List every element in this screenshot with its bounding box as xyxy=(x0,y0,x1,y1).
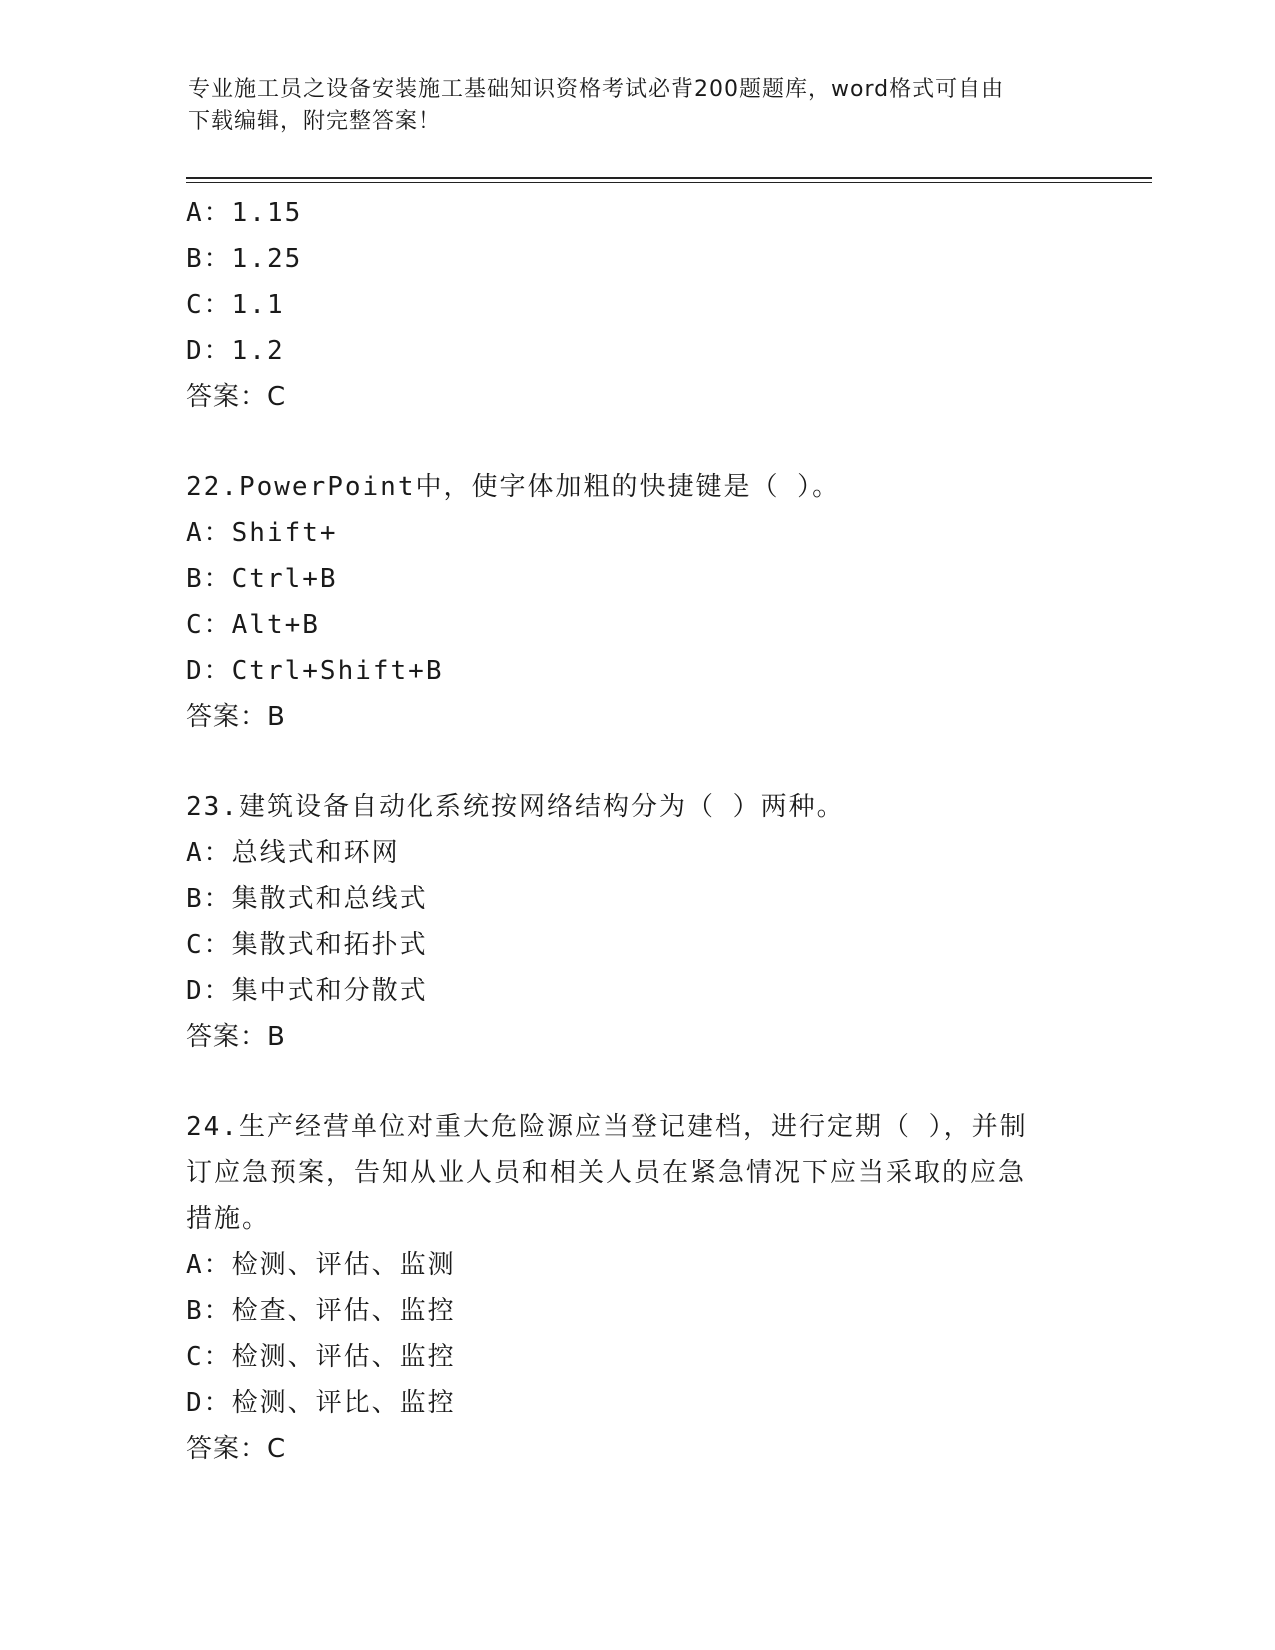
option-a: A：检测、评估、监测 xyxy=(186,1250,456,1280)
answer-line: 答案：C xyxy=(186,382,287,412)
question-stem: 22.PowerPoint中，使字体加粗的快捷键是（ ）。 xyxy=(186,472,841,502)
answer-line: 答案：B xyxy=(186,702,286,732)
header-divider-thick xyxy=(186,177,1152,179)
header-title-line-1: 专业施工员之设备安装施工基础知识资格考试必背200题题库，word格式可自由 xyxy=(188,77,1005,102)
header-title-line-2: 下载编辑，附完整答案！ xyxy=(188,109,442,134)
option-d: D：Ctrl+Shift+B xyxy=(186,656,444,686)
option-c: C：1.1 xyxy=(186,290,285,320)
answer-line: 答案：B xyxy=(186,1022,286,1052)
option-b: B：1.25 xyxy=(186,244,303,274)
spacer xyxy=(186,740,1066,784)
document-header xyxy=(188,74,1068,138)
header-divider-thin xyxy=(186,182,1152,183)
question-block xyxy=(186,784,1066,1060)
question-stem-line-3: 措施。 xyxy=(186,1204,271,1234)
question-list xyxy=(186,190,1066,1472)
option-b: B：Ctrl+B xyxy=(186,564,338,594)
question-stem-line-1: 24.生产经营单位对重大危险源应当登记建档，进行定期（ ），并制 xyxy=(186,1112,1028,1142)
option-a: A：1.15 xyxy=(186,198,303,228)
option-a: A：Shift+ xyxy=(186,518,338,548)
spacer xyxy=(186,420,1066,464)
option-d: D：集中式和分散式 xyxy=(186,976,428,1006)
option-c: C：Alt+B xyxy=(186,610,320,640)
option-b: B：检查、评估、监控 xyxy=(186,1296,456,1326)
question-stem: 23.建筑设备自动化系统按网络结构分为（ ）两种。 xyxy=(186,792,845,822)
option-b: B：集散式和总线式 xyxy=(186,884,428,914)
question-stem-line-2: 订应急预案，告知从业人员和相关人员在紧急情况下应当采取的应急 xyxy=(186,1158,1027,1188)
question-block xyxy=(186,1104,1066,1472)
option-c: C：检测、评估、监控 xyxy=(186,1342,456,1372)
option-d: D：1.2 xyxy=(186,336,285,366)
question-block xyxy=(186,190,1066,420)
answer-line: 答案：C xyxy=(186,1434,287,1464)
spacer xyxy=(186,1060,1066,1104)
option-a: A：总线式和环网 xyxy=(186,838,400,868)
option-d: D：检测、评比、监控 xyxy=(186,1388,456,1418)
question-block xyxy=(186,464,1066,740)
option-c: C：集散式和拓扑式 xyxy=(186,930,428,960)
